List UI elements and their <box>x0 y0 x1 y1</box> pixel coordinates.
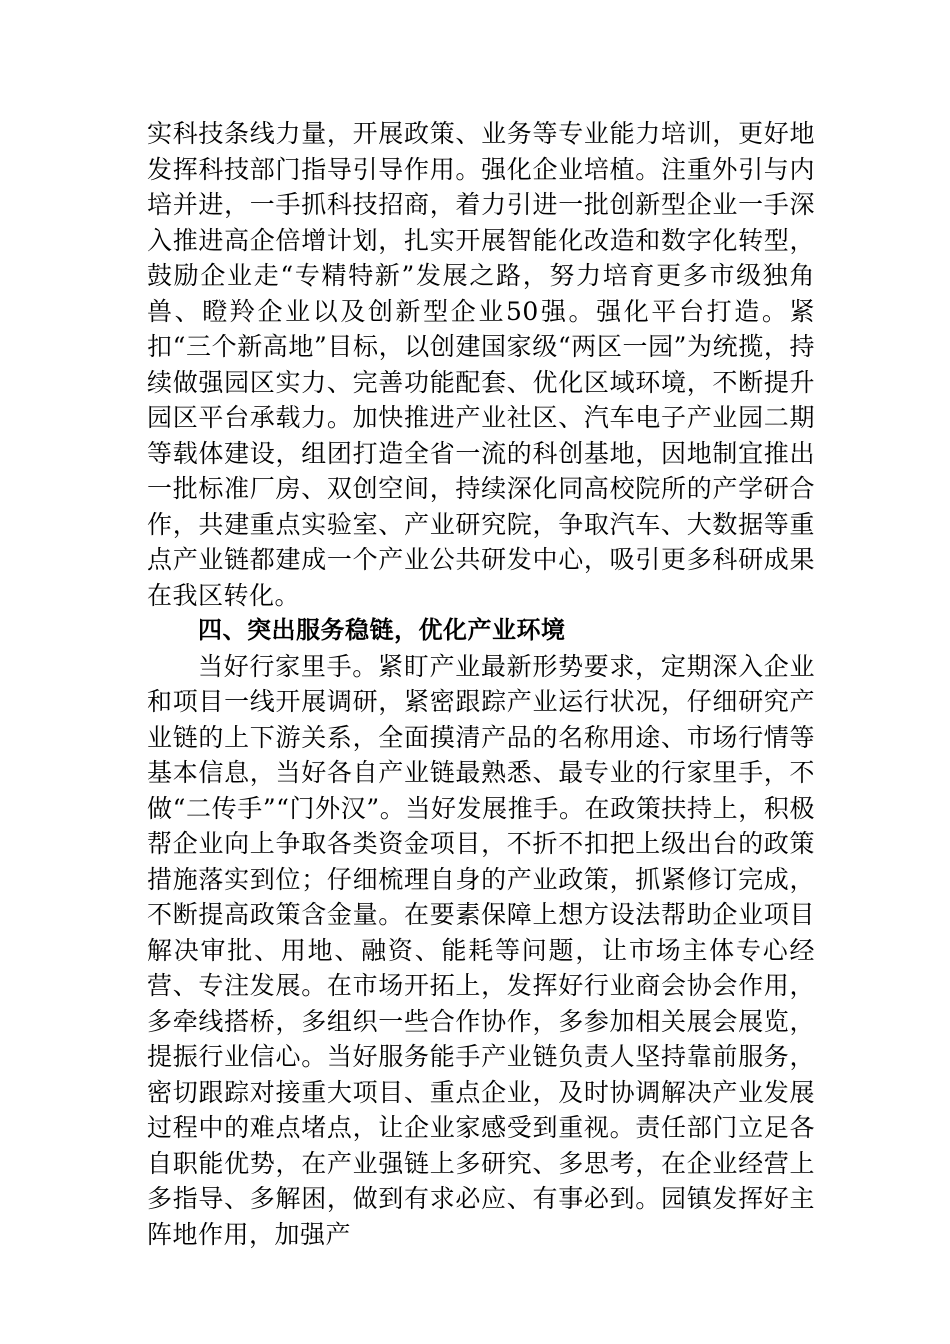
document-body <box>147 116 815 1252</box>
section-heading: 四、突出服务稳链，优化产业环境 <box>198 616 566 644</box>
paragraph-continuation: 实科技条线力量，开展政策、业务等专业能力培训，更好地发挥科技部门指导引导作用。强化企业培植。注重外引与内培并进，一手抓科技招商，着力引进一批创新型企业一手深入推进高企倍增计划，扎实开展智能化改造和数字化转型，鼓励企业走“专精特新”发展之路，努力培育更多市级独角兽、瞪羚企业以及创新型企业50强。强化平台打造。紧扣“三个新高地”目标，以创建国家级“两区一园”为统揽，持续做强园区实力、完善功能配套、优化区域环境，不断提升园区平台承载力。加快推进产业社区、汽车电子产业园二期等载体建设，组团打造全省一流的科创基地，因地制宜推出一批标准厂房、双创空间，持续深化同高校院所的产学研合作，共建重点实验室、产业研究院，争取汽车、大数据等重点产业链都建成一个产业公共研发中心，吸引更多科研成果在我区转化。 <box>147 119 815 610</box>
paragraph-body: 当好行家里手。紧盯产业最新形势要求，定期深入企业和项目一线开展调研，紧密跟踪产业运行状况，仔细研究产业链的上下游关系，全面摸清产品的名称用途、市场行情等基本信息，当好各自产业链最熟悉、最专业的行家里手，不做“二传手”“门外汉”。当好发展推手。在政策扶持上，积极帮企业向上争取各类资金项目，不折不扣把上级出台的政策措施落实到位；仔细梳理自身的产业政策，抓紧修订完成，不断提高政策含金量。在要素保障上想方设法帮助企业项目解决审批、用地、融资、能耗等问题，让市场主体专心经营、专注发展。在市场开拓上，发挥好行业商会协会作用，多牵线搭桥，多组织一些合作协作，多参加相关展会展览，提振行业信心。当好服务能手产业链负责人坚持靠前服务，密切跟踪对接重大项目、重点企业，及时协调解决产业发展过程中的难点堵点，让企业家感受到重视。责任部门立足各自职能优势，在产业强链上多研究、多思考，在企业经营上多指导、多解困，做到有求必应、有事必到。园镇发挥好主阵地作用，加强产 <box>147 651 815 1249</box>
